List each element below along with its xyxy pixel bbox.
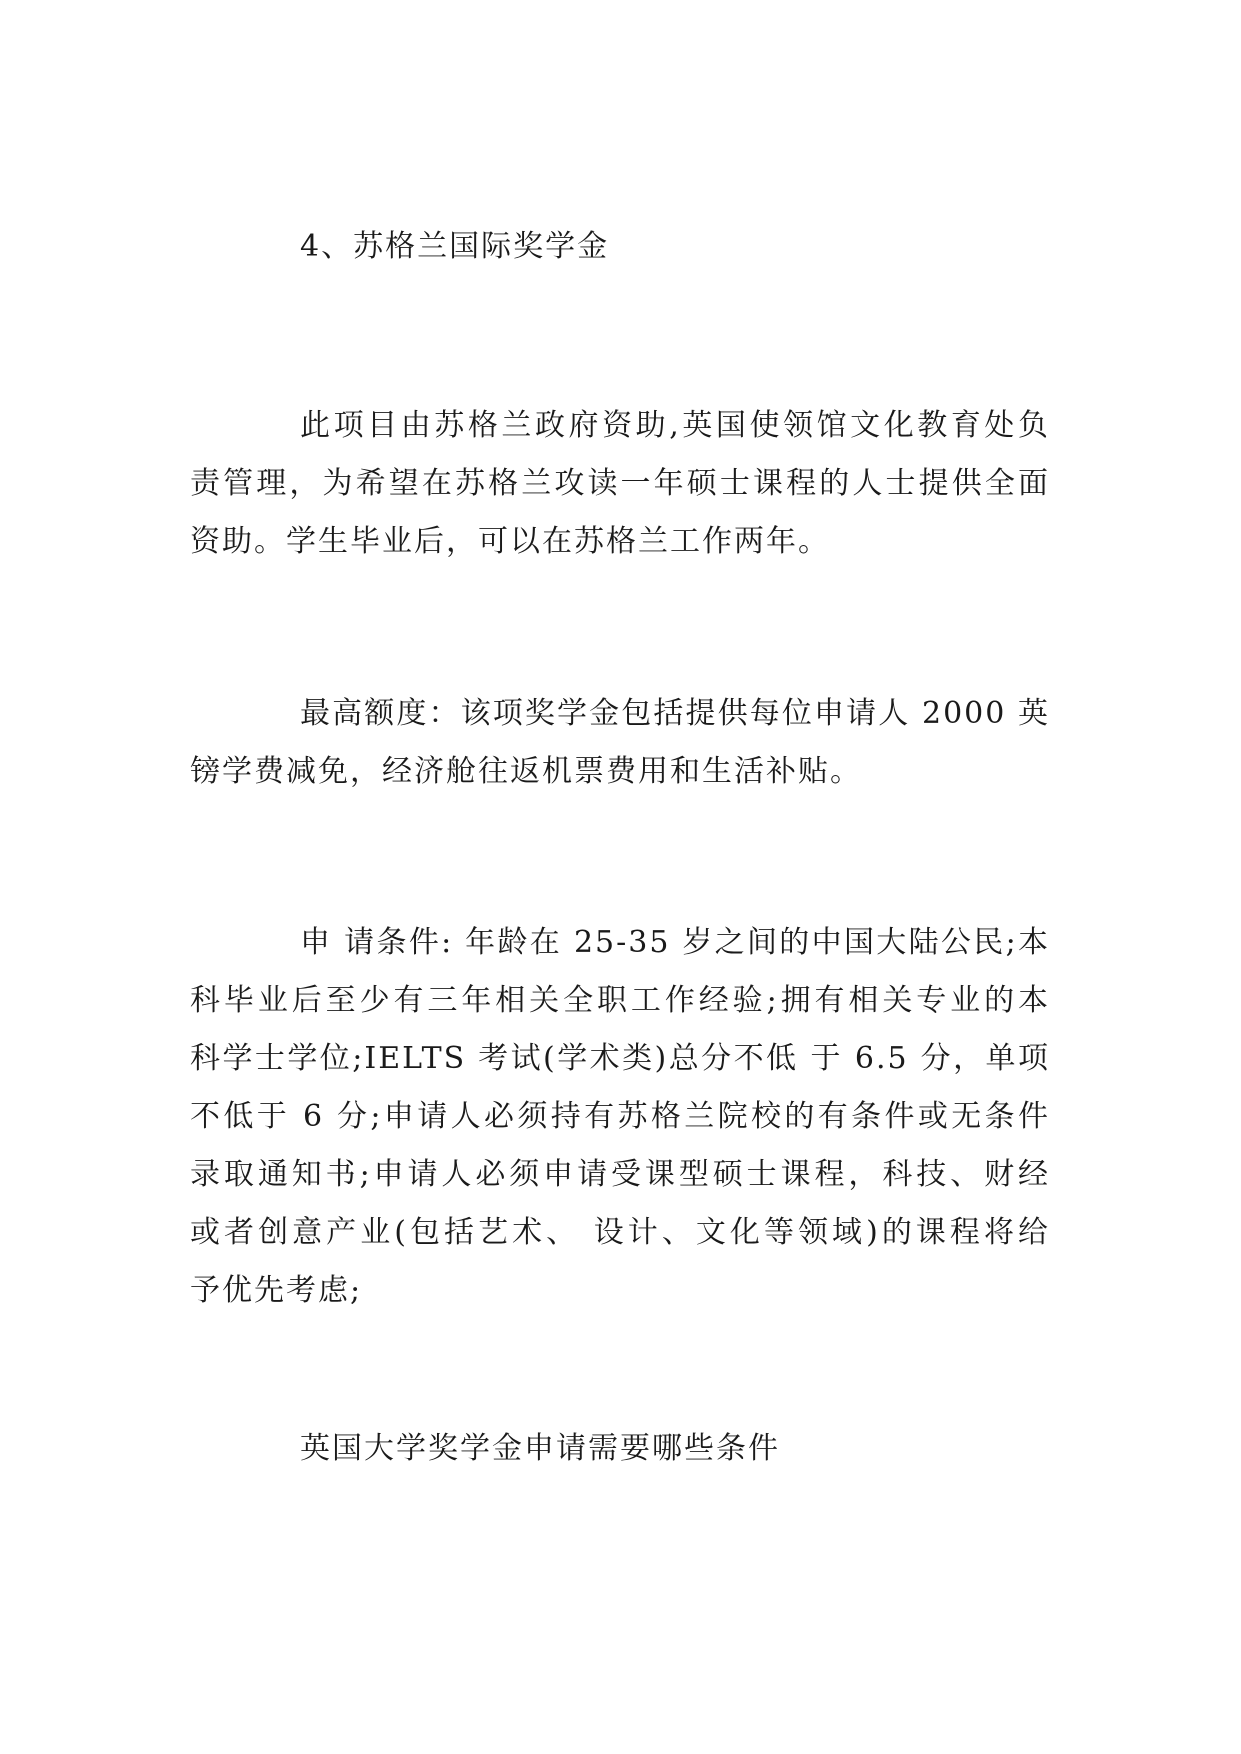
paragraph-line: 最高额度：该项奖学金包括提供每位申请人 2000 英 <box>300 696 1050 731</box>
paragraph-line: 或者创意产业(包括艺术、 设计、文化等领域)的课程将给 <box>190 1215 1050 1250</box>
paragraph-line: 责管理，为希望在苏格兰攻读一年硕士课程的人士提供全面 <box>190 466 1050 501</box>
closing-heading-text: 英国大学奖学金申请需要哪些条件 <box>300 1431 780 1466</box>
paragraph-line: 录取通知书;申请人必须申请受课型硕士课程，科技、财经 <box>190 1157 1050 1192</box>
paragraph-line: 予优先考虑; <box>190 1273 363 1308</box>
paragraph-line: 不低于 6 分;申请人必须持有苏格兰院校的有条件或无条件 <box>190 1099 1050 1134</box>
paragraph-max-amount <box>190 685 1050 801</box>
paragraph-line: 申 请条件: 年龄在 25-35 岁之间的中国大陆公民;本 <box>300 925 1050 960</box>
paragraph-requirements <box>190 914 1050 1320</box>
paragraph-funding <box>190 397 1050 571</box>
section-heading <box>190 218 1160 276</box>
closing-heading <box>190 1420 1160 1478</box>
paragraph-line: 资助。学生毕业后，可以在苏格兰工作两年。 <box>190 524 830 559</box>
paragraph-line: 科毕业后至少有三年相关全职工作经验;拥有相关专业的本 <box>190 983 1050 1018</box>
paragraph-line: 科学士学位;IELTS 考试(学术类)总分不低 于 6.5 分，单项 <box>190 1041 1050 1076</box>
paragraph-line: 此项目由苏格兰政府资助,英国使领馆文化教育处负 <box>300 408 1050 443</box>
heading-text: 4、苏格兰国际奖学金 <box>300 229 610 264</box>
paragraph-line: 镑学费减免，经济舱往返机票费用和生活补贴。 <box>190 754 862 789</box>
